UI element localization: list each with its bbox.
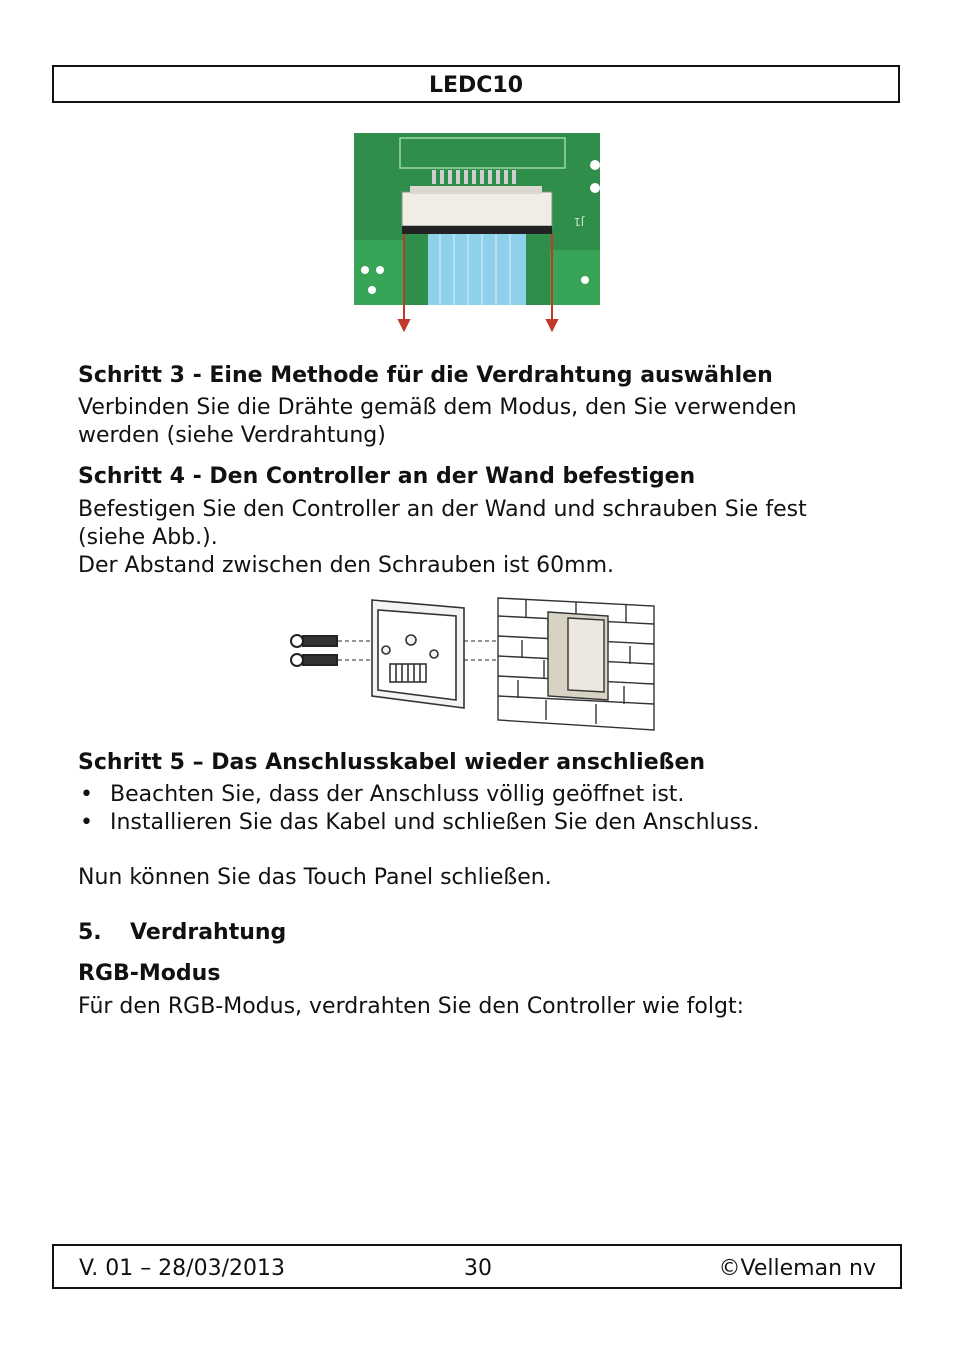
footer-version: V. 01 – 28/03/2013 — [79, 1256, 285, 1281]
step5-heading: Schritt 5 – Das Anschlusskabel wieder anschließen — [78, 750, 706, 775]
step5-bullet-list — [78, 781, 878, 837]
step3-text-line1: Verbinden Sie die Drähte gemäß dem Modus, den Sie verwenden — [78, 395, 797, 420]
step5-closing-text: Nun können Sie das Touch Panel schließen. — [78, 865, 552, 890]
list-item: • Installieren Sie das Kabel und schließen Sie den Anschluss. — [78, 809, 878, 837]
section5-number: 5. — [78, 920, 102, 945]
footer-copyright: ©Velleman nv — [718, 1256, 876, 1281]
step3-heading: Schritt 3 - Eine Methode für die Verdrahtung auswählen — [78, 363, 773, 388]
step4-text-line2: (siehe Abb.). — [78, 525, 218, 550]
brick-wall-graphic — [498, 598, 654, 730]
section5-heading — [78, 919, 878, 947]
rgb-mode-heading: RGB-Modus — [78, 961, 221, 986]
step4-text-line1: Befestigen Sie den Controller an der Wand und schrauben Sie fest — [78, 497, 807, 522]
wall-mount-figure — [286, 592, 662, 734]
section5 — [78, 919, 878, 1021]
pcb-label: J1 — [573, 215, 584, 228]
page-footer — [52, 1244, 902, 1289]
list-item: • Beachten Sie, dass der Anschluss völlig geöffnet ist. — [78, 781, 878, 809]
step5-section — [78, 749, 878, 892]
pcb-connector-figure — [350, 130, 604, 335]
screws-graphic — [291, 635, 337, 666]
header-title: LEDC10 — [428, 73, 524, 98]
section5-title: Verdrahtung — [130, 920, 287, 945]
step3-text-line2: werden (siehe Verdrahtung) — [78, 423, 386, 448]
footer-page-number: 30 — [464, 1256, 492, 1281]
page-header — [52, 65, 900, 103]
controller-backplate — [372, 600, 464, 708]
rgb-mode-text: Für den RGB-Modus, verdrahten Sie den Controller wie folgt: — [78, 994, 744, 1019]
step4-heading: Schritt 4 - Den Controller an der Wand befestigen — [78, 464, 696, 489]
step4-section — [78, 463, 878, 580]
step3-section — [78, 362, 878, 450]
step4-text-line3: Der Abstand zwischen den Schrauben ist 60mm. — [78, 553, 615, 578]
